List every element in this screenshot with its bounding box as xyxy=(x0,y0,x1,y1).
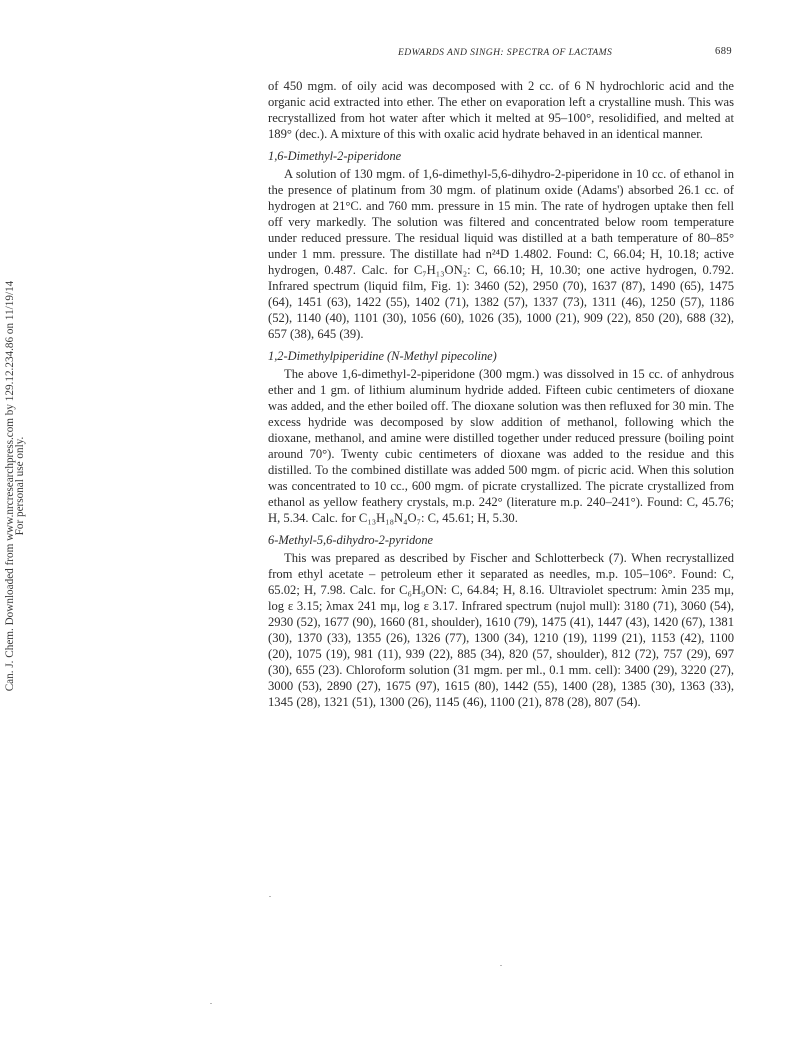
running-head xyxy=(268,46,734,60)
section-paragraph: The above 1,6-dimethyl-2-piperidone (300 mgm.) was dissolved in 15 cc. of anhydrous ether and 1 gm. of lithium aluminum hydride added. Fifteen cubic centimeters of dioxane was added, and the ether boiled off. The dioxane solution was then refluxed for 30 min. The excess hydride was decomposed by slow addition of methanol, following which the dioxane, methanol, and amine were distilled together under reduced pressure (boiling point around 70°). Twenty cubic centimeters of dioxane was added to the residue and this distilled. To the combined distillate was added 500 mgm. of picric acid. When this solution was concentrated to 10 cc., 600 mgm. of picrate crystallized. The picrate crystallized from ethanol as yellow feathery crystals, m.p. 242° (literature m.p. 240–241°). Found: C, 45.76; H, 5.34. Calc. for C₁₃H₁₈N₄O₇: C, 45.61; H, 5.30. xyxy=(268,367,734,525)
section-paragraph: This was prepared as described by Fischer and Schlotterbeck (7). When recrystallized from ethyl acetate – petroleum ether it separated as needles, m.p. 105–106°. Found: C, 65.02; H, 7.98. Calc. for C₆H₉ON: C, 64.84; H, 8.16. Ultraviolet spectrum: λmin 235 mμ, log ε 3.15; λmax 241 mμ, log ε 3.17. Infrared spectrum (nujol mull): 3180 (71), 3060 (54), 2930 (52), 1677 (90), 1660 (81, shoulder), 1610 (79), 1475 (41), 1447 (43), 1420 (67), 1381 (30), 1370 (33), 1355 (26), 1326 (77), 1300 (34), 1210 (19), 1199 (21), 1153 (42), 1100 (20), 1075 (19), 981 (11), 939 (22), 885 (34), 820 (57, shoulder), 812 (72), 757 (29), 697 (30), 655 (23). Chloroform solution (31 mgm. per ml., 0.1 mm. cell): 3400 (29), 3220 (27), 3000 (53), 2890 (27), 1675 (97), 1615 (80), 1442 (55), 1400 (28), 1385 (30), 1363 (33), 1345 (28), 1321 (51), 1300 (26), 1145 (46), 1100 (21), 878 (28), 807 (54). xyxy=(268,551,734,709)
page-number: 689 xyxy=(715,46,732,57)
section-heading: 1,2-Dimethylpiperidine (N-Methyl pipecoline) xyxy=(268,349,497,363)
download-notice: Can. J. Chem. Downloaded from www.nrcresearchpress.com by 129.12.234.86 on 11/19/14 xyxy=(4,280,16,692)
section-paragraph: A solution of 130 mgm. of 1,6-dimethyl-5,6-dihydro-2-piperidone in 10 cc. of ethanol in the presence of platinum from 30 mgm. of platinum oxide (Adams') absorbed 26.1 cc. of hydrogen at 21°C. and 760 mm. pressure in 15 min. The rate of hydrogen uptake then fell off very markedly. The solution was filtered and concentrated below room temperature under reduced pressure. The residual liquid was distilled at a bath temperature of 80–85° under 1 mm. pressure. The distillate had n²⁴D 1.4802. Found: C, 66.04; H, 10.18; active hydrogen, 0.487. Calc. for C₇H₁₃ON₂: C, 66.10; H, 10.30; one active hydrogen, 0.792. Infrared spectrum (liquid film, Fig. 1): 3460 (52), 2950 (70), 1637 (87), 1490 (65), 1475 (64), 1451 (63), 1422 (55), 1402 (71), 1382 (57), 1337 (73), 1311 (46), 1250 (57), 1186 (52), 1140 (40), 1101 (30), 1056 (60), 1026 (35), 1000 (21), 909 (22), 850 (20), 688 (32), 657 (38), 645 (39). xyxy=(268,167,734,341)
section-heading: 1,6-Dimethyl-2-piperidone xyxy=(268,149,402,163)
article-body xyxy=(268,78,734,710)
personal-use-notice: For personal use only. xyxy=(14,436,26,536)
section-heading: 6-Methyl-5,6-dihydro-2-pyridone xyxy=(268,533,434,547)
download-watermark xyxy=(5,276,25,696)
running-head-title: EDWARDS AND SINGH: SPECTRA OF LACTAMS xyxy=(398,47,613,58)
continued-paragraph: of 450 mgm. of oily acid was decomposed with 2 cc. of 6 N hydrochloric acid and the organic acid extracted into ether. The ether on evaporation left a crystalline mush. This was recrystallized from hot water after which it melted at 95–100°, resolidified, and melted at 189° (dec.). A mixture of this with oxalic acid hydrate behaved in an identical manner. xyxy=(268,79,734,141)
